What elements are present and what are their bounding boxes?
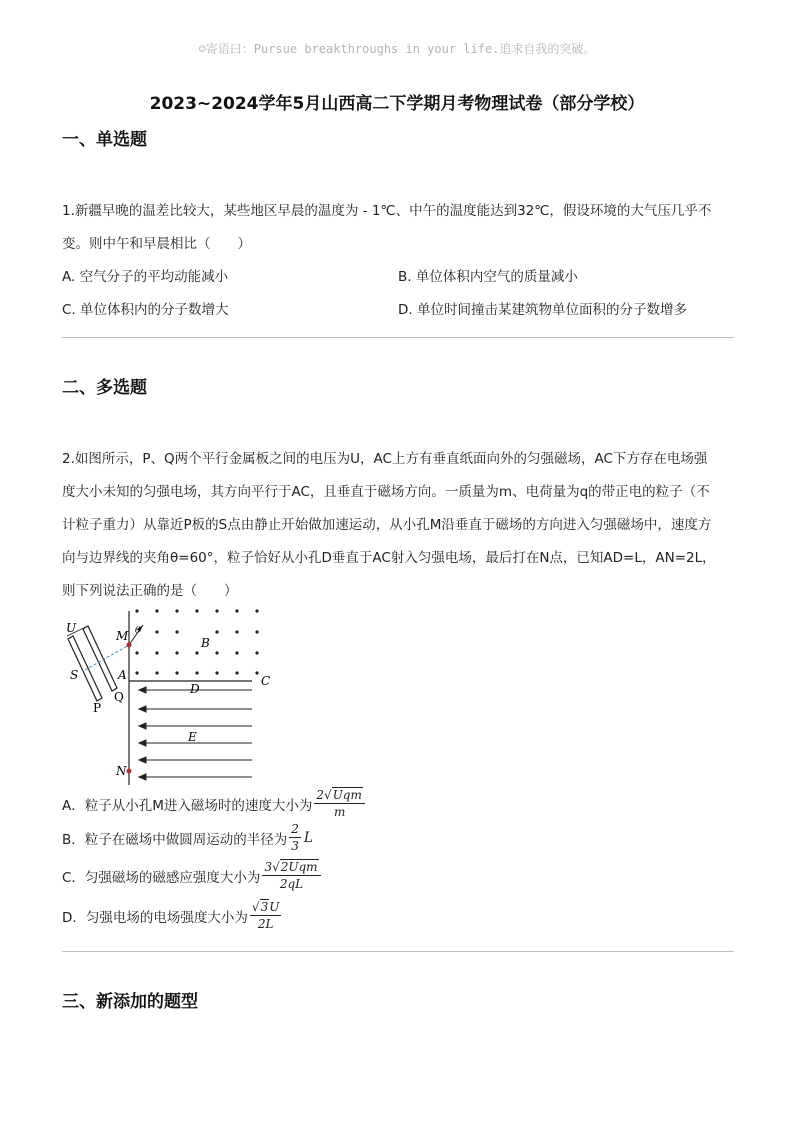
question-2-option-c [62, 860, 321, 891]
label-s: S [70, 668, 79, 682]
option-a-text: A．粒子从小孔M进入磁场时的速度大小为 [62, 797, 313, 814]
option-c-formula: $\frac{\text{3√2Uqm}}{2qL}$ [262, 860, 320, 891]
question-2-figure [62, 605, 282, 790]
option-a-coef: 2 [316, 788, 325, 802]
question-2-line: 计粒子重力）从靠近P板的S点由静止开始做加速运动，从小孔M沿垂直于磁场的方向进入匀强磁场中，速度方 [62, 517, 712, 533]
option-a-formula: $\frac{\text{2√Uqm}}{m}$ [314, 788, 364, 819]
label-p: P [93, 701, 102, 715]
question-2-option-b [62, 822, 313, 853]
question-2-option-d [62, 900, 281, 931]
option-d-radicand: 3 [260, 900, 269, 914]
question-1-option-a: A. 空气分子的平均动能减小 [62, 269, 229, 285]
option-d-formula: $\frac{√3U}{2L}$ [251, 900, 280, 931]
question-1-line: 变。则中午和早晨相比（ ） [62, 236, 251, 252]
option-b-text: B．粒子在磁场中做圆周运动的半径为 [62, 831, 288, 848]
label-u: U [66, 621, 77, 635]
section-heading-multiple-choice: 二、多选题 [62, 378, 147, 398]
page-title: 2023~2024学年5月山西高二下学期月考物理试卷（部分学校） [149, 94, 645, 114]
label-c: C [261, 674, 271, 688]
label-q: Q [114, 690, 124, 704]
hole-m [127, 643, 132, 648]
label-m: M [116, 629, 129, 643]
point-n [127, 769, 132, 774]
question-1-option-b: B. 单位体积内空气的质量减小 [398, 269, 578, 285]
question-2-line: 向与边界线的夹角θ=60°，粒子恰好从小孔D垂直于AC射入匀强电场，最后打在N点，已知AD=L，AN=2L， [62, 550, 716, 566]
question-1-line: 1.新疆早晚的温差比较大，某些地区早晨的温度为 - 1℃、中午的温度能达到32℃，假设环境的大气压几乎不 [62, 203, 712, 219]
motto-banner: ☺寄语曰：Pursue breakthroughs in your life.追求自我的突破。 [198, 42, 596, 56]
option-a-denominator: m [333, 805, 346, 819]
question-2-line: 则下列说法正确的是（ ） [62, 583, 238, 599]
divider [62, 951, 734, 952]
section-heading-single-choice: 一、单选题 [62, 130, 147, 150]
option-d-tail: U [269, 900, 280, 914]
label-a: A [118, 668, 127, 682]
metal-plates [68, 626, 117, 701]
divider [62, 337, 734, 338]
option-c-denominator: 2qL [279, 877, 304, 891]
option-a-radicand: Uqm [332, 788, 362, 802]
field-dots [135, 609, 258, 674]
question-2-line: 度大小未知的匀强电场，其方向平行于AC，且垂直于磁场方向。一质量为m、电荷量为q的带正电的粒子（不 [62, 484, 710, 500]
question-2-option-a [62, 788, 365, 819]
option-d-denominator: 2L [257, 917, 274, 931]
question-1-option-c: C. 单位体积内的分子数增大 [62, 302, 229, 318]
question-2-stem [62, 443, 734, 608]
question-1-stem [62, 195, 734, 261]
option-c-radicand: 2Uqm [280, 860, 318, 874]
option-c-coef: 3 [264, 860, 273, 874]
question-2-line: 2.如图所示，P、Q两个平行金属板之间的电压为U，AC上方有垂直纸面向外的匀强磁场，AC下方存在电场强 [62, 451, 708, 467]
section-heading-new-type: 三、新添加的题型 [62, 992, 198, 1012]
option-b-formula [289, 822, 301, 853]
option-b-suffix: L [303, 829, 313, 846]
label-theta: θ [135, 626, 141, 636]
label-n: N [116, 764, 127, 778]
option-d-text: D．匀强电场的电场强度大小为 [62, 909, 248, 926]
question-1-option-d: D. 单位时间撞击某建筑物单位面积的分子数增多 [398, 302, 687, 318]
label-b: B [201, 636, 210, 650]
label-e: E [188, 730, 197, 744]
option-b-numerator: 2 [291, 822, 299, 836]
label-d: D [190, 682, 200, 696]
option-c-text: C．匀强磁场的磁感应强度大小为 [62, 869, 261, 886]
option-b-denominator: 3 [291, 839, 299, 853]
